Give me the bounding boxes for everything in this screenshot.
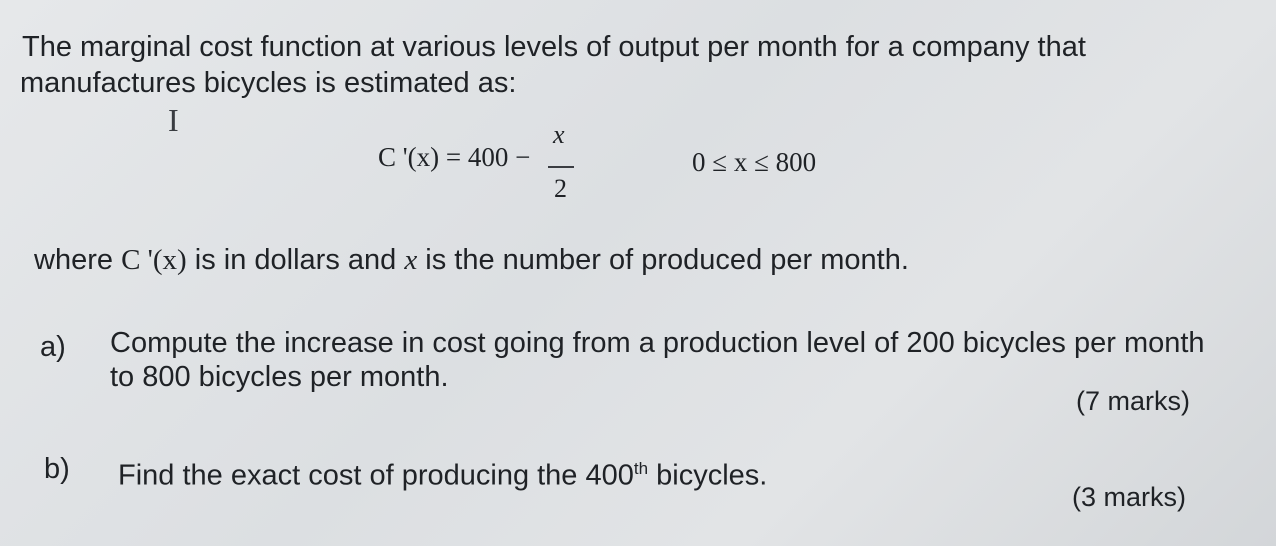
intro-line-1: The marginal cost function at various levels of output per month for a company that — [22, 31, 1086, 63]
equation-fraction — [544, 120, 578, 216]
question-b-text-before: Find the exact cost of producing the 400 — [118, 459, 634, 492]
text-cursor-icon: I — [168, 102, 179, 138]
intro-line-2: manufactures bicycles is estimated as: — [20, 67, 517, 99]
question-b-text-after: bicycles. — [648, 459, 768, 492]
equation-domain: 0 ≤ x ≤ 800 — [692, 147, 817, 177]
question-b-superscript: th — [633, 459, 649, 478]
question-b-label: b) — [44, 453, 70, 485]
where-prefix: where — [34, 244, 113, 276]
where-sentence — [34, 243, 909, 277]
question-a-line-2: to 800 bicycles per month. — [110, 361, 449, 393]
question-b-text — [118, 452, 767, 493]
where-middle: is in dollars and — [194, 244, 397, 276]
fraction-numerator: x — [553, 120, 565, 149]
where-var: x — [404, 244, 418, 276]
fraction-denominator: 2 — [554, 174, 567, 203]
fraction-bar — [548, 166, 574, 168]
where-symbol: C '(x) — [121, 244, 187, 276]
question-a-marks: (7 marks) — [1076, 386, 1190, 416]
equation-lhs: C '(x) = 400 − — [378, 142, 531, 172]
question-a-label: a) — [40, 331, 66, 363]
question-a-line-1: Compute the increase in cost going from a production level of 200 bicycles per month — [110, 327, 1205, 359]
question-b-marks: (3 marks) — [1072, 482, 1186, 512]
where-suffix: is the number of produced per month. — [425, 244, 909, 276]
